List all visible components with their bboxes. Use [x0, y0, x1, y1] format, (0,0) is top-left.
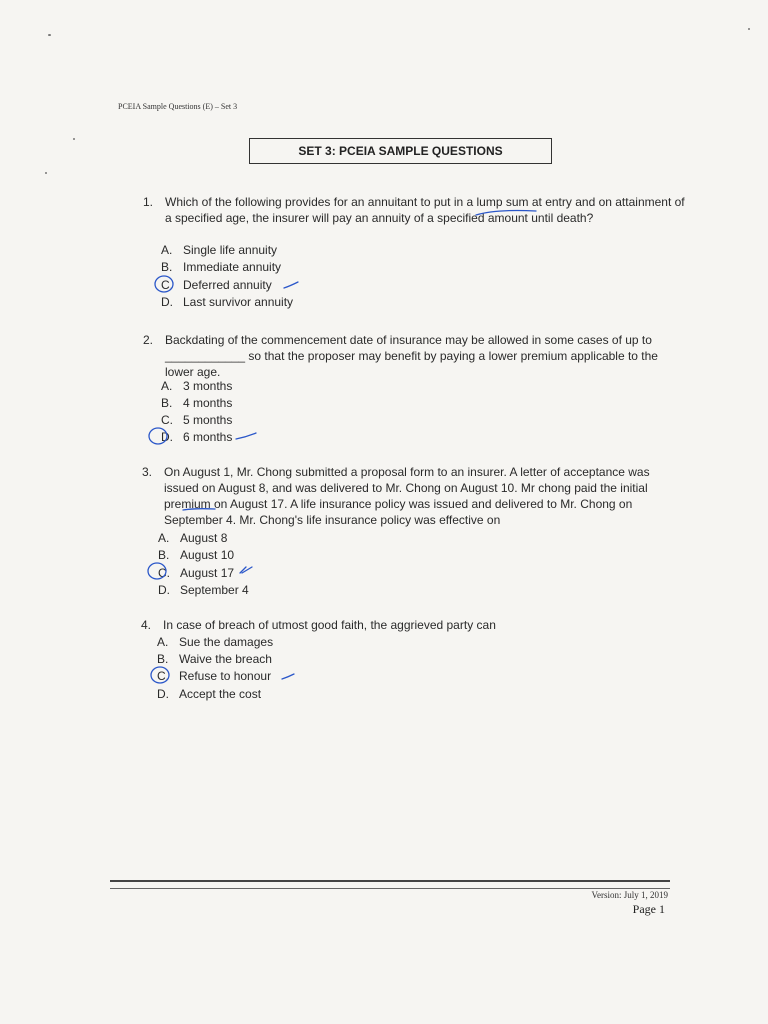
option-text: August 10	[180, 548, 235, 562]
option-letter: B.	[158, 548, 170, 562]
option-text: Waive the breach	[179, 652, 272, 666]
footer-version: Version: July 1, 2019	[591, 890, 668, 900]
option-letter: C.	[161, 278, 173, 292]
footer-divider	[110, 880, 670, 889]
option-text: 5 months	[183, 413, 233, 427]
option-letter: D.	[161, 295, 173, 309]
option-letter: B.	[161, 260, 173, 274]
page-title-text: SET 3: PCEIA SAMPLE QUESTIONS	[298, 144, 503, 158]
running-header: PCEIA Sample Questions (E) – Set 3	[118, 102, 238, 111]
answer-circle-q3	[148, 563, 166, 579]
option-text: 6 months	[183, 430, 233, 444]
option-letter: B.	[161, 396, 173, 410]
answer-tick-q4	[282, 674, 294, 679]
question-number: 1.	[143, 195, 154, 209]
answer-tick-q1	[284, 282, 298, 288]
option-letter: C.	[157, 669, 169, 683]
underline-mark-q3	[183, 509, 215, 510]
option-letter: D.	[161, 430, 173, 444]
option-letter: D.	[158, 583, 170, 597]
option-text: 4 months	[183, 396, 233, 410]
option-text: Accept the cost	[179, 687, 262, 701]
option-letter: C.	[158, 566, 170, 580]
answer-circle-q1	[155, 276, 173, 292]
option-letter: A.	[161, 243, 173, 257]
option-text: Deferred annuity	[183, 278, 272, 292]
option-text: Refuse to honour	[179, 669, 272, 683]
underline-mark-q1	[476, 211, 536, 216]
answer-tick-q3	[240, 567, 252, 573]
scan-speck	[45, 172, 47, 174]
option-letter: D.	[157, 687, 169, 701]
scan-speck	[48, 34, 51, 36]
scan-speck	[73, 138, 75, 140]
question-stem: On August 1, Mr. Chong submitted a proposal form to an insurer. A letter of acceptance was issued on August 8, and was delivered to Mr. Chong on August 10. Mr chong paid the initial premium on August 17. A life insurance policy was issued and delivered to Mr. Chong on September 4. Mr. Chong's life insurance policy was effective on	[164, 465, 650, 527]
question-number: 4.	[141, 618, 152, 632]
question-stem: Backdating of the commencement date of insurance may be allowed in some cases of up to ____________ so that the proposer may benefit by paying a lower premium applicable to the lower age.	[165, 333, 658, 379]
option-text: Single life annuity	[183, 243, 278, 257]
question-number: 3.	[142, 465, 153, 479]
option-text: August 8	[180, 531, 228, 545]
option-letter: C.	[161, 413, 173, 427]
question-stem: In case of breach of utmost good faith, the aggrieved party can	[163, 618, 496, 632]
scan-speck	[748, 28, 750, 30]
option-text: August 17	[180, 566, 235, 580]
question-stem: Which of the following provides for an annuitant to put in a lump sum at entry and on attainment of a specified age, the insurer will pay an annuity of a specified amount until death?	[165, 195, 685, 225]
option-letter: A.	[161, 379, 173, 393]
page-number: Page 1	[632, 902, 665, 916]
option-text: September 4	[180, 583, 249, 597]
answer-circle-q4	[151, 667, 169, 683]
answer-circle-q2	[149, 428, 167, 444]
option-text: Sue the damages	[179, 635, 274, 649]
option-letter: B.	[157, 652, 169, 666]
option-text: Immediate annuity	[183, 260, 282, 274]
question-number: 2.	[143, 333, 154, 347]
answer-tick-q2	[236, 433, 256, 439]
option-text: 3 months	[183, 379, 233, 393]
option-letter: A.	[158, 531, 170, 545]
option-letter: A.	[157, 635, 169, 649]
option-text: Last survivor annuity	[183, 295, 294, 309]
